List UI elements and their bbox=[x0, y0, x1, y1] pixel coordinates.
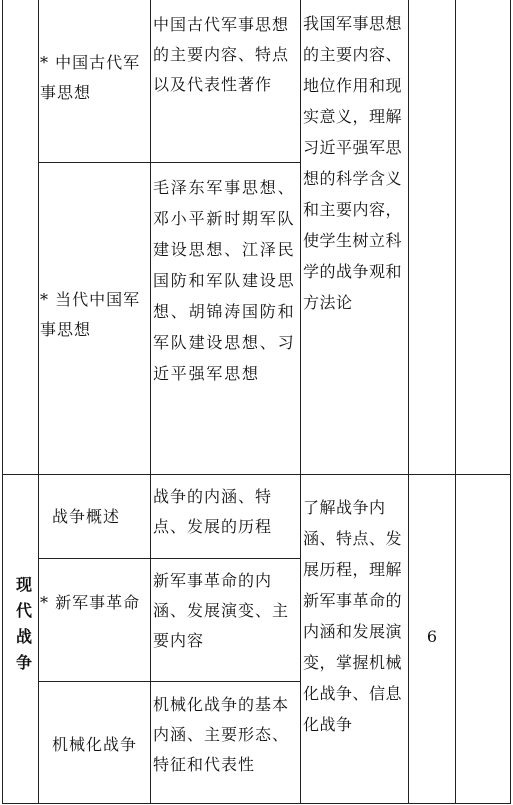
table-bottom-border bbox=[2, 803, 510, 804]
content-cell: 新军事革命的内涵、发展演变、主要内容 bbox=[153, 571, 290, 650]
topic-cell: * 当代中国军事思想 bbox=[40, 290, 141, 339]
column-divider bbox=[455, 0, 456, 804]
topic-cell: 战争概述 bbox=[52, 507, 121, 526]
goal-cell: 了解战争内涵、特点、发展历程，理解新军事革命的内涵和发展演变，掌握机械化战争、信息化战争 bbox=[303, 498, 403, 734]
topic-cell: * 新军事革命 bbox=[40, 593, 141, 612]
content-cell: 中国古代军事思想的主要内容、特点以及代表性著作 bbox=[153, 15, 290, 94]
category-label: 现代战争 bbox=[15, 575, 32, 672]
column-divider bbox=[300, 0, 301, 804]
topic-cell: * 中国古代军事思想 bbox=[40, 53, 141, 102]
goal-cell: 我国军事思想的主要内容、地位作用和现实意义，理解习近平强军思想的科学含义和主要内容，使学生树立科学的战争观和方法论 bbox=[303, 14, 403, 312]
content-cell: 毛泽东军事思想、邓小平新时期军队建设思想、江泽民国防和军队建设思想、胡锦涛国防和军队建设思想、习近平强军思想 bbox=[153, 178, 296, 383]
content-cell: 战争的内涵、特点、发展的历程 bbox=[153, 487, 273, 536]
row-divider bbox=[38, 162, 300, 163]
section-divider bbox=[2, 474, 510, 475]
topic-cell: 机械化战争 bbox=[52, 735, 138, 754]
column-divider bbox=[150, 0, 151, 804]
row-divider bbox=[38, 681, 300, 682]
row-divider bbox=[38, 558, 300, 559]
content-cell: 机械化战争的基本内涵、主要形态、特征和代表性 bbox=[153, 695, 290, 774]
column-divider bbox=[38, 0, 39, 804]
table-left-border bbox=[2, 0, 3, 804]
hours-value: 6 bbox=[426, 627, 438, 646]
column-divider bbox=[408, 0, 409, 804]
table-right-border bbox=[510, 0, 511, 804]
